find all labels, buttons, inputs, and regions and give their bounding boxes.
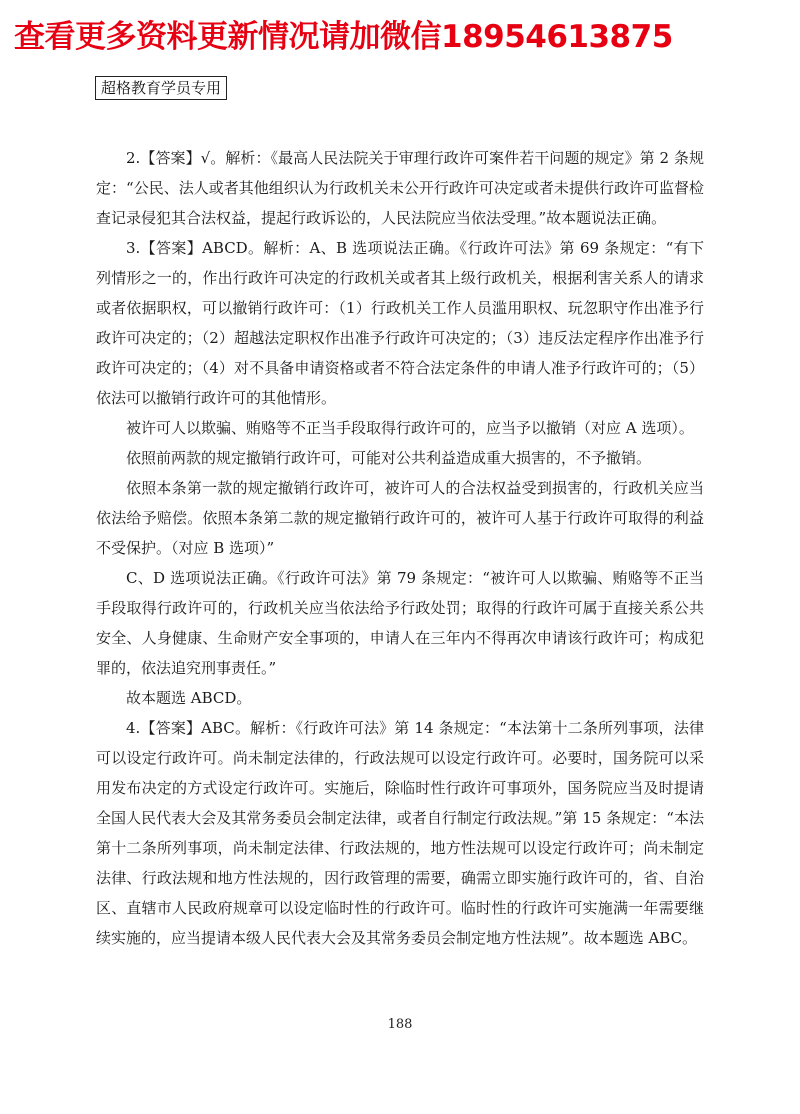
answer-3-cd-paragraph: C、D 选项说法正确。《行政许可法》第 79 条规定：“被许可人以欺骗、贿赂等不正当手段取得行政许可的，行政机关应当依法给予行政处罚；取得的行政许可属于直接关系公共安全、人身健康、生命财产安全事项的，申请人在三年内不得再次申请该行政许可；构成犯罪的，依法追究刑事责任。” bbox=[96, 569, 704, 677]
page-number: 188 bbox=[387, 1017, 413, 1032]
answer-3-paragraph: 3.【答案】ABCD。解析：A、B 选项说法正确。《行政许可法》第 69 条规定：“有下列情形之一的，作出行政许可决定的行政机关或者其上级行政机关，根据利害关系人的请求或者依据职权，可以撤销行政许可：（1）行政机关工作人员滥用职权、玩忽职守作出准予行政许可决定的；（2）超越法定职权作出准予行政许可决定的；（3）违反法定程序作出准予行政许可决定的；（4）对不具备申请资格或者不符合法定条件的申请人准予行政许可的；（5）依法可以撤销行政许可的其他情形。 bbox=[96, 239, 704, 407]
answer-4-paragraph: 4.【答案】ABC。解析：《行政许可法》第 14 条规定：“本法第十二条所列事项，法律可以设定行政许可。尚未制定法律的，行政法规可以设定行政许可。必要时，国务院可以采用发布决定的方式设定行政许可。实施后，除临时性行政许可事项外，国务院应当及时提请全国人民代表大会及其常务委员会制定法律，或者自行制定行政法规。”第 15 条规定：“本法第十二条所列事项，尚未制定法律、行政法规的，地方性法规可以设定行政许可；尚未制定法律、行政法规和地方性法规的，因行政管理的需要，确需立即实施行政许可的，省、自治区、直辖市人民政府规章可以设定临时性的行政许可。临时性的行政许可实施满一年需要继续实施的，应当提请本级人民代表大会及其常务委员会制定地方性法规”。故本题选 ABC。 bbox=[96, 719, 704, 947]
wechat-contact-banner: 查看更多资料更新情况请加微信18954613875 bbox=[14, 19, 673, 55]
answer-2-paragraph: 2.【答案】√。解析：《最高人民法院关于审理行政许可案件若干问题的规定》第 2 条规定：“公民、法人或者其他组织认为行政机关未公开行政许可决定或者未提供行政许可监督检查记录侵犯其合法权益，提起行政诉讼的，人民法院应当依法受理。”故本题说法正确。 bbox=[96, 149, 704, 227]
answer-explanations bbox=[96, 143, 704, 953]
student-only-stamp: 超格教育学员专用 bbox=[95, 76, 227, 100]
answer-3-conclusion: 故本题选 ABCD。 bbox=[126, 689, 252, 707]
answer-3-clause-exception: 依照前两款的规定撤销行政许可，可能对公共利益造成重大损害的，不予撤销。 bbox=[126, 449, 652, 467]
answer-3-clause-a: 被许可人以欺骗、贿赂等不正当手段取得行政许可的，应当予以撤销（对应 A 选项）。 bbox=[126, 419, 694, 437]
answer-3-clause-b: 依照本条第一款的规定撤销行政许可，被许可人的合法权益受到损害的，行政机关应当依法给予赔偿。依照本条第二款的规定撤销行政许可的，被许可人基于行政许可取得的利益不受保护。（对应 B 选项）” bbox=[96, 479, 704, 557]
